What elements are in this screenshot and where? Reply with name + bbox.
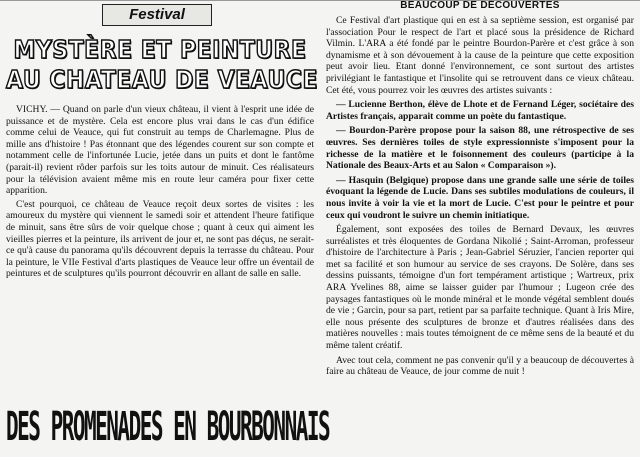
left-paragraph-1: VICHY. — Quand on parle d'un vieux château, il vient à l'esprit une idée de puissance et de mystère. Cela est encore plus vrai dans le cas d'un édifice comme celui de Veauce, qui fut construit au temps de Charlemagne. Plus de mille ans d'histoire ! Pas étonnant que des légendes courent sur son compte et notamment celle de l'infortunée Lucie, jetée dans un puits et dont le fantôme (parait-il) revient rôder parfois sur les toits autour de minuit. Ces réalisateurs pour la télévision avaient même mis en route leur caméra pour fixer cette apparition. (6, 104, 314, 197)
article-headline (6, 36, 319, 96)
right-paragraph: Ce Festival d'art plastique qui en est à sa septième session, est organisé par l'association Pour le respect de l'art et placé sous la présidence de Richard Vilmin. L'ARA a été fondé par le peintre Bourdon-Parère et c'est grâce à son dynamisme et à son dévouement à la cause de la peinture que cette exposition peut avoir lieu. Etant donné l'environnement, ce sont surtout des artistes privilégiant le fantastique et l'insolite qui se retrouvent dans ce vieux château. Cet été, vous pourrez voir les œuvres des artistes suivants : (326, 15, 634, 96)
right-paragraph: — Hasquin (Belgique) propose dans une grande salle une série de toiles évoquant la légende de Lucie. Dans ses subtiles modulations de couleurs, il nous invite à voir la vie et la mort de Lucie. C'est pour le peintre et pour ceux qui voudront le suivre un chemin initiatique. (326, 174, 634, 221)
left-paragraph-2: C'est pourquoi, ce château de Veauce reçoit deux sortes de visites : les amoureux du mystère qui viennent le samedi soir et attendent l'heure fatifique de minuit, sans être sûrs de voir quelque chose ; quant à ceux qui aiment les vieilles pierres et la peinture, ils arrivent de jour et, ne sont pas déçus, ne serait-ce qu'à cause du panorama qu'ils découvrent depuis la terrasse du château. Pour la peinture, le VIIe Festival d'arts plastiques de Veauce leur offre un éventail de peintures et de sculptures qu'ils pourront découvrir en allant de salle en salle. (6, 198, 314, 280)
right-paragraph: Également, sont exposées des toiles de Bernard Devaux, les œuvres surréalistes et très éloquentes de Gordana Nikolié ; Saint-Arroman, professeur d'histoire de l'architecture à Paris ; Jean-Gabriel Séruzier, l'ancien reporter qui met sa facilité et son humour au service de ses crayons. De Solère, dans ses dessins puissants, témoigne d'un fort tempérament artistique ; Wartreux, prix ARA Yvelines 88, aime se laisser guider par l'humour ; Lugeon crée des paysages fantastiques où le monde minéral et le monde végétal semblent doués de vie ; Garcin, pour sa part, retient par sa parfaite technique. Quant à Iris Mire, elle nous présente des sculptures de bronze et d'autres réalisées dans des matières nouvelles : mais toutes témoignent de ce même sens de la beauté et du même talent créatif. (326, 224, 634, 352)
right-paragraph: — Bourdon-Parère propose pour la saison 88, une rétrospective de ses œuvres. Ses dernières toiles de style expressionniste s'imposent pour la richesse de la matière et le foisonnement des couleurs (participe à la Nationale des Beaux-Arts et au Salon « Comparaison »). (326, 125, 634, 172)
right-body-text (326, 15, 634, 378)
headline-line-2: AU CHATEAU DE VEAUCE (6, 66, 319, 95)
right-paragraph: — Lucienne Berthon, élève de Lhote et de Fernand Léger, sociétaire des Artistes français, apparait comme un poète du fantastique. (326, 99, 634, 122)
right-subhead: BEAUCOUP DE DÉCOUVERTES (400, 0, 560, 11)
right-article-column (326, 0, 634, 381)
left-article-column (6, 4, 319, 282)
left-body-text (6, 104, 314, 280)
series-banner-title: DES PROMENADES EN BOURBONNAIS (6, 404, 330, 450)
headline-line-1: MYSTÈRE ET PEINTURE (13, 36, 307, 65)
right-paragraph: Avec tout cela, comment ne pas convenir qu'il y a beaucoup de découvertes à faire au château de Veauce, de jour comme de nuit ! (326, 354, 634, 378)
section-kicker: Festival (102, 4, 212, 26)
